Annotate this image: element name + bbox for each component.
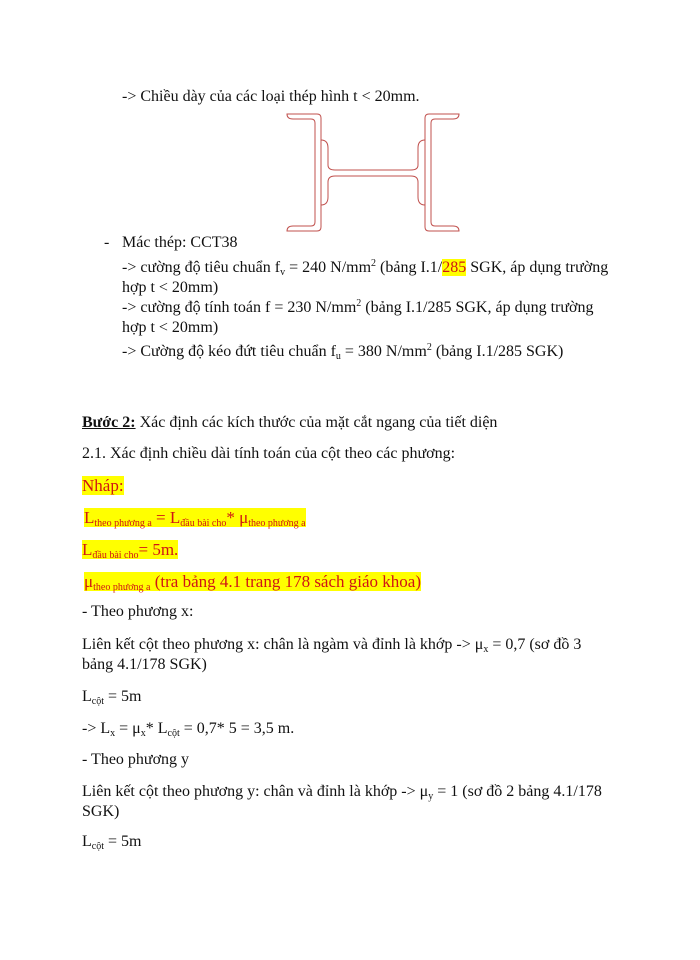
text: = 240 N/mm bbox=[285, 259, 372, 276]
subscript: v bbox=[280, 267, 286, 278]
subscript: đầu bài cho bbox=[92, 550, 139, 561]
superscript: 2 bbox=[371, 258, 377, 269]
highlighted-page: 285 bbox=[442, 259, 467, 276]
draft-label bbox=[82, 476, 124, 496]
design-strength-cont: hợp t < 20mm) bbox=[122, 319, 219, 336]
text: Liên kết cột theo phương y: chân và đỉnh là khớp -> μ bbox=[82, 783, 429, 800]
tensile-strength-line bbox=[122, 342, 563, 362]
section-2-1: 2.1. Xác định chiều dài tính toán của cột theo các phương: bbox=[82, 445, 456, 462]
step-label: Bước 2: bbox=[82, 414, 136, 431]
superscript: 2 bbox=[356, 298, 362, 309]
text: = 1 (sơ đồ 2 bảng 4.1/178 bbox=[433, 783, 602, 800]
subscript: x bbox=[483, 644, 489, 655]
subscript: x bbox=[110, 728, 116, 739]
text: (bảng I.1/285 SGK, áp dụng trường bbox=[361, 299, 594, 316]
i-beam-section-drawing bbox=[283, 110, 463, 235]
subscript: x bbox=[140, 728, 146, 739]
y-direction-heading: - Theo phương y bbox=[82, 751, 190, 768]
step2-heading bbox=[82, 413, 497, 433]
text: * μ bbox=[226, 508, 249, 527]
text: -> cường độ tính toán f = 230 N/mm bbox=[122, 299, 357, 316]
subscript: theo phương a bbox=[94, 518, 152, 529]
text: -> cường độ tiêu chuẩn f bbox=[122, 259, 281, 276]
standard-strength-cont: hợp t < 20mm) bbox=[122, 279, 219, 296]
subscript: theo phương a bbox=[93, 582, 151, 593]
list-bullet: - bbox=[104, 234, 110, 251]
subscript: cột bbox=[91, 841, 104, 852]
subscript: y bbox=[428, 791, 434, 802]
x-column-length bbox=[82, 687, 141, 707]
subscript: cột bbox=[91, 696, 104, 707]
text: * L bbox=[145, 720, 168, 737]
design-strength-line bbox=[122, 298, 593, 318]
text: (bảng I.1/ bbox=[376, 259, 443, 276]
text: SGK, áp dụng trường bbox=[466, 259, 609, 276]
y-column-length bbox=[82, 832, 141, 852]
y-connection-cont: SGK) bbox=[82, 803, 120, 820]
draft-formula bbox=[84, 508, 306, 528]
superscript: 2 bbox=[426, 342, 432, 353]
text: L bbox=[82, 540, 93, 559]
subscript: theo phương a bbox=[248, 518, 306, 529]
text: L bbox=[84, 508, 95, 527]
text: Nháp: bbox=[82, 476, 124, 495]
x-connection-cont: bảng 4.1/178 SGK) bbox=[82, 656, 207, 673]
thickness-note: -> Chiều dày của các loại thép hình t < 20mm. bbox=[122, 88, 420, 105]
text: L bbox=[82, 833, 92, 850]
text: = 0,7 (sơ đồ 3 bbox=[488, 636, 582, 653]
subscript: đầu bài cho bbox=[180, 518, 227, 529]
text: = 5m. bbox=[138, 540, 179, 559]
text: -> Cường độ kéo đứt tiêu chuẩn f bbox=[122, 343, 336, 360]
text: = 5m bbox=[104, 833, 142, 850]
text: = 380 N/mm bbox=[340, 343, 427, 360]
text: = μ bbox=[115, 720, 141, 737]
draft-mu-note bbox=[84, 572, 421, 592]
subscript: cột bbox=[167, 728, 180, 739]
text: -> L bbox=[82, 720, 111, 737]
standard-strength-line bbox=[122, 258, 608, 278]
x-direction-heading: - Theo phương x: bbox=[82, 603, 194, 620]
draft-given-length bbox=[82, 540, 178, 560]
x-calc-line bbox=[82, 719, 294, 739]
steel-grade: Mác thép: CCT38 bbox=[122, 234, 238, 251]
y-connection-line bbox=[82, 782, 602, 802]
text: μ bbox=[84, 572, 94, 591]
text: = 0,7* 5 = 3,5 m. bbox=[179, 720, 295, 737]
text: (tra bảng 4.1 trang 178 sách giáo khoa) bbox=[150, 572, 421, 591]
step-title: Xác định các kích thước của mặt cắt ngang của tiết diện bbox=[135, 414, 498, 431]
text: (bảng I.1/285 SGK) bbox=[431, 343, 564, 360]
subscript: u bbox=[335, 351, 341, 362]
x-connection-line bbox=[82, 635, 581, 655]
text: = 5m bbox=[104, 688, 142, 705]
text: = L bbox=[151, 508, 181, 527]
text: Liên kết cột theo phương x: chân là ngàm và đỉnh là khớp -> μ bbox=[82, 636, 484, 653]
text: L bbox=[82, 688, 92, 705]
